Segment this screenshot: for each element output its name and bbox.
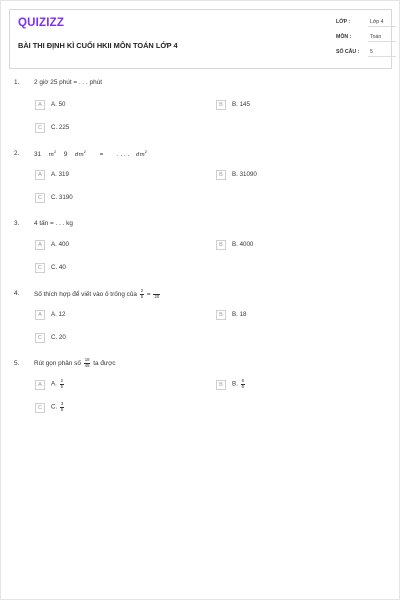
blank-dots: . . . .: [116, 151, 130, 159]
option-b-text: B. 145: [232, 101, 250, 108]
question-text: 2 giờ 25 phút = . . . phút: [34, 79, 102, 86]
question-text: 4 tấn = . . . kg: [34, 220, 73, 227]
option-a-text: A. 12: [51, 311, 66, 318]
question-text: [34, 149, 147, 158]
unit-dm: dm: [74, 152, 84, 159]
question-number: 5.: [14, 360, 20, 367]
value-31: 31: [34, 151, 42, 159]
option-b-text: B. $\frac{5}{5}$: [232, 378, 244, 389]
question-number: 2.: [14, 150, 20, 157]
exam-title: BÀI THI ĐỊNH KÌ CUỐI HKII MÔN TOÁN LỚP 4: [18, 41, 178, 50]
option-c-box[interactable]: C: [35, 193, 45, 203]
question-number: 1.: [14, 79, 20, 86]
blank-fraction: 20: [153, 289, 160, 299]
option-c-box[interactable]: C: [35, 123, 45, 133]
class-value: Lớp 4: [368, 19, 396, 27]
unit-dm: dm: [135, 152, 145, 159]
option-a-box[interactable]: A: [35, 240, 45, 250]
option-c-text: C. 20: [51, 334, 66, 341]
option-a-box[interactable]: A: [35, 170, 45, 180]
question-text: [34, 289, 161, 299]
fraction: $\frac{2}{5}$: [140, 288, 144, 299]
question-number: 3.: [14, 220, 20, 227]
question-number: 4.: [14, 290, 20, 297]
option-a-text: A. 50: [51, 101, 66, 108]
option-b-text: B. 4000: [232, 241, 254, 248]
exponent: 2: [144, 149, 148, 154]
option-b-text: B. 31090: [232, 171, 257, 178]
equals-sign: =: [146, 290, 151, 298]
worksheet-header: [9, 9, 392, 69]
exponent: 2: [53, 149, 57, 154]
option-a-text: A. 400: [51, 241, 69, 248]
question-count-value: 5: [368, 49, 396, 57]
option-a-box[interactable]: A: [35, 310, 45, 320]
exponent: 2: [83, 149, 87, 154]
fraction: $\frac{18}{45}$: [84, 357, 90, 368]
option-b-box[interactable]: B: [216, 170, 226, 180]
option-c-box[interactable]: C: [35, 333, 45, 343]
option-b-box[interactable]: B: [216, 380, 226, 390]
option-b-text: B. 18: [232, 311, 247, 318]
option-c-text: C. 225: [51, 124, 70, 131]
option-a-box[interactable]: A: [35, 380, 45, 390]
option-c-text: C. 3190: [51, 194, 73, 201]
question-prompt-tail: ta được: [93, 359, 116, 367]
subject-label: MÔN :: [336, 34, 352, 40]
question-prompt: Số thích hợp để viết vào ô trống của: [34, 290, 137, 298]
equals-sign: =: [99, 151, 104, 159]
option-b-box[interactable]: B: [216, 240, 226, 250]
question-text: [34, 358, 116, 368]
option-c-box[interactable]: C: [35, 263, 45, 273]
option-a-text: A. $\frac{2}{5}$: [51, 378, 63, 389]
class-label: LỚP :: [336, 19, 351, 25]
option-a-text: A. 319: [51, 171, 69, 178]
value-9: 9: [63, 151, 68, 159]
question-count-label: SỐ CÂU :: [336, 49, 360, 55]
option-a-box[interactable]: A: [35, 100, 45, 110]
option-b-box[interactable]: B: [216, 310, 226, 320]
quizizz-logo: QUIZIZZ: [18, 17, 65, 29]
option-c-text: C. $\frac{3}{5}$: [51, 401, 64, 412]
unit-m: m: [48, 152, 54, 159]
subject-value: Toán: [368, 34, 396, 42]
option-c-box[interactable]: C: [35, 403, 45, 413]
option-b-box[interactable]: B: [216, 100, 226, 110]
question-prompt: Rút gọn phân số: [34, 359, 81, 367]
option-c-text: C. 40: [51, 264, 66, 271]
